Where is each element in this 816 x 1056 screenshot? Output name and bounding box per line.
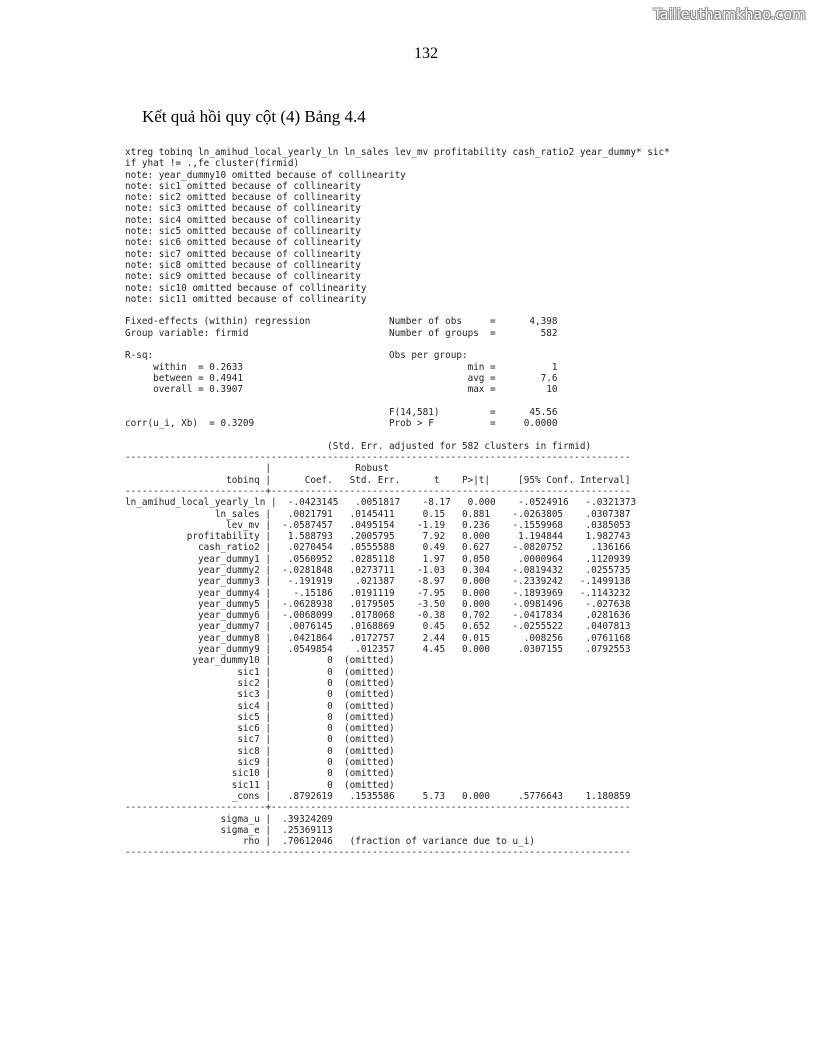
output-line: ------------------------------------------------------------------------------------------	[125, 452, 631, 464]
output-line: note: sic5 omitted because of collinearity	[125, 226, 361, 238]
output-line: note: year_dummy10 omitted because of collinearity	[125, 169, 406, 181]
output-line: between = 0.4941 avg = 7.6	[125, 372, 558, 384]
output-line: note: sic1 omitted because of collinearity	[125, 180, 361, 192]
output-line: sic1 | 0 (omitted)	[125, 666, 395, 678]
output-line: lev_mv | -.0587457 .0495154 -1.19 0.236 -.1559968 .0385053	[125, 519, 631, 531]
output-line: year_dummy4 | -.15186 .0191119 -7.95 0.000 -.1893969 -.1143232	[125, 587, 631, 599]
output-line: note: sic9 omitted because of collinearity	[125, 271, 361, 283]
output-line: year_dummy1 | .0560952 .0285118 1.97 0.050 .0000964 .1120939	[125, 553, 631, 565]
page-number: 132	[414, 45, 438, 62]
output-line: note: sic7 omitted because of collinearity	[125, 248, 361, 260]
output-line: sic9 | 0 (omitted)	[125, 757, 395, 769]
output-line: -------------------------+----------------------------------------------------------------	[125, 802, 631, 814]
output-line: year_dummy3 | -.191919 .021387 -8.97 0.000 -.2339242 -.1499138	[125, 576, 631, 588]
output-line: sic6 | 0 (omitted)	[125, 723, 395, 735]
output-line	[125, 305, 670, 316]
output-line: -------------------------+----------------------------------------------------------------	[125, 485, 631, 497]
output-line	[125, 339, 670, 350]
output-line: year_dummy6 | -.0068099 .0178068 -0.38 0.702 -.0417834 .0281636	[125, 610, 631, 622]
output-line: year_dummy8 | .0421864 .0172757 2.44 0.015 .008256 .0761168	[125, 632, 631, 644]
output-line	[125, 429, 670, 440]
output-line: sic11 | 0 (omitted)	[125, 779, 395, 791]
output-line: sic8 | 0 (omitted)	[125, 745, 395, 757]
output-line: sigma_e | .25369113	[125, 824, 333, 836]
output-line: sic5 | 0 (omitted)	[125, 711, 395, 723]
output-line: note: sic11 omitted because of collinearity	[125, 293, 367, 305]
output-line: sic7 | 0 (omitted)	[125, 734, 395, 746]
output-line	[125, 396, 670, 407]
output-line: year_dummy2 | -.0281848 .0273711 -1.03 0.304 -.0819432 .0255735	[125, 564, 631, 576]
output-line: ------------------------------------------------------------------------------------------	[125, 847, 631, 859]
output-line: year_dummy7 | .0076145 .0168869 0.45 0.652 -.0255522 .0407813	[125, 621, 631, 633]
output-line: sic2 | 0 (omitted)	[125, 677, 395, 689]
output-line: sic3 | 0 (omitted)	[125, 689, 395, 701]
output-line: _cons | .8792619 .1535586 5.73 0.000 .5776643 1.180859	[125, 790, 631, 802]
output-line: overall = 0.3907 max = 10	[125, 384, 558, 396]
output-line: Fixed-effects (within) regression Number of obs = 4,398	[125, 316, 558, 328]
output-line: year_dummy9 | .0549854 .012357 4.45 0.000 .0307155 .0792553	[125, 644, 631, 656]
output-line: note: sic2 omitted because of collinearity	[125, 192, 361, 204]
output-line: within = 0.2633 min = 1	[125, 361, 558, 373]
output-line: note: sic6 omitted because of collinearity	[125, 237, 361, 249]
output-line: tobinq | Coef. Std. Err. t P>|t| [95% Conf. Interval]	[125, 474, 631, 486]
output-line: sic10 | 0 (omitted)	[125, 768, 395, 780]
output-line: note: sic3 omitted because of collinearity	[125, 203, 361, 215]
output-line: xtreg tobinq ln_amihud_local_yearly_ln ln_sales lev_mv profitability cash_ratio2 year_dummy* sic*	[125, 147, 670, 158]
output-line: year_dummy5 | -.0628938 .0179505 -3.50 0.000 -.0981496 -.027638	[125, 598, 631, 610]
output-line: cash_ratio2 | .0270454 .0555588 0.49 0.627 -.0820752 .136166	[125, 542, 631, 554]
section-heading: Kết quả hồi quy cột (4) Bảng 4.4	[142, 107, 366, 126]
output-line: ln_sales | .0021791 .0145411 0.15 0.881 -.0263805 .0307387	[125, 508, 631, 520]
output-line: R-sq: Obs per group:	[125, 350, 468, 362]
output-line: corr(u_i, Xb) = 0.3209 Prob > F = 0.0000	[125, 418, 558, 430]
watermark: Tailieuthamkhao.com	[653, 7, 806, 23]
output-line: Group variable: firmid Number of groups = 582	[125, 327, 558, 339]
output-line: note: sic4 omitted because of collinearity	[125, 214, 361, 226]
output-line: ln_amihud_local_yearly_ln | -.0423145 .0051817 -8.17 0.000 -.0524916 -.0321373	[125, 497, 637, 509]
output-line: F(14,581) = 45.56	[125, 406, 558, 418]
output-line: sigma_u | .39324209	[125, 813, 333, 825]
output-line: (Std. Err. adjusted for 582 clusters in firmid)	[125, 440, 592, 452]
output-line: | Robust	[125, 463, 389, 475]
regression-output	[125, 147, 670, 859]
output-line: profitability | 1.588793 .2005795 7.92 0.000 1.194844 1.982743	[125, 531, 631, 543]
output-line: sic4 | 0 (omitted)	[125, 700, 395, 712]
output-line: year_dummy10 | 0 (omitted)	[125, 655, 395, 667]
output-line: rho | .70612046 (fraction of variance due to u_i)	[125, 836, 535, 848]
output-line: note: sic8 omitted because of collinearity	[125, 259, 361, 271]
output-line: if yhat != .,fe cluster(firmid)	[125, 158, 300, 170]
output-line: note: sic10 omitted because of collinearity	[125, 282, 367, 294]
